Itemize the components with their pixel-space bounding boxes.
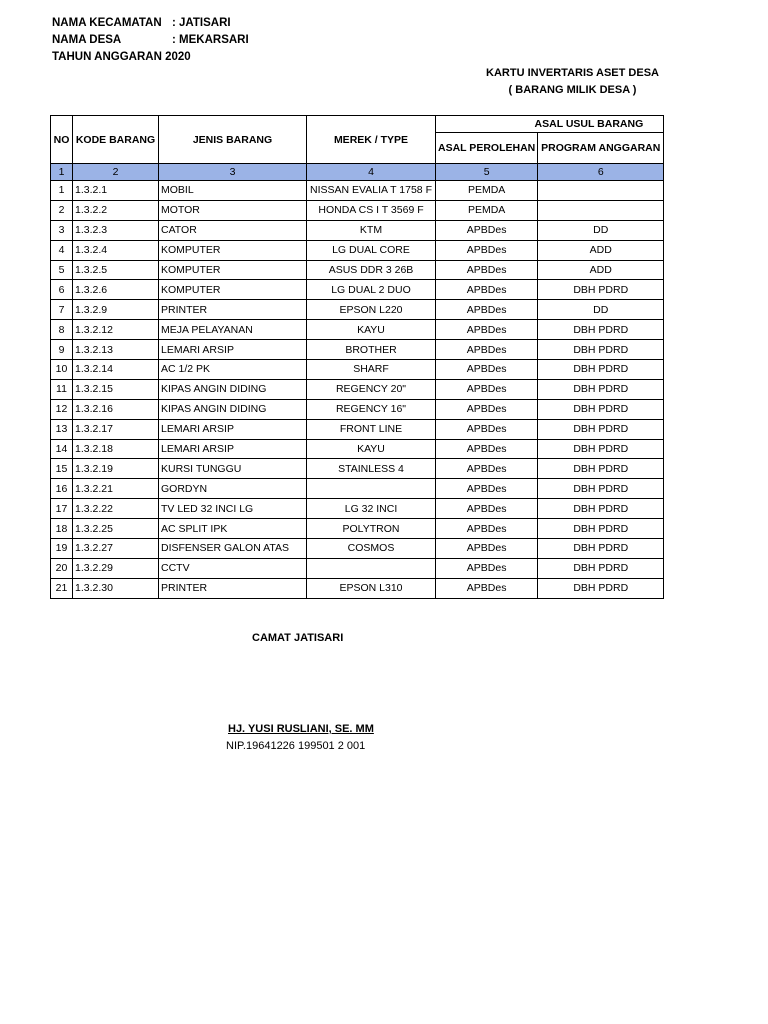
cell-jenis: PRINTER	[159, 578, 307, 598]
cell-program	[538, 200, 664, 220]
cell-no: 14	[51, 439, 73, 459]
cell-program: DBH PDRD	[538, 558, 664, 578]
cell-merek: REGENCY 16"	[307, 399, 436, 419]
cell-kode: 1.3.2.15	[73, 379, 159, 399]
cell-program: DBH PDRD	[538, 419, 664, 439]
cell-merek: SHARF	[307, 360, 436, 380]
cell-program: DBH PDRD	[538, 280, 664, 300]
cell-kode: 1.3.2.29	[73, 558, 159, 578]
document-title: KARTU INVERTARIS ASET DESA	[486, 67, 659, 79]
cell-program: DBH PDRD	[538, 519, 664, 539]
cell-merek	[307, 558, 436, 578]
table-row	[51, 399, 664, 419]
table-row	[51, 200, 664, 220]
cell-merek: EPSON L310	[307, 578, 436, 598]
kecamatan-label: NAMA KECAMATAN	[52, 17, 162, 29]
table-body	[51, 181, 664, 599]
desa-value: : MEKARSARI	[172, 34, 249, 46]
cell-no: 17	[51, 499, 73, 519]
cell-no: 4	[51, 240, 73, 260]
cell-asal: APBDes	[436, 459, 538, 479]
cell-kode: 1.3.2.16	[73, 399, 159, 419]
table-row	[51, 479, 664, 499]
cell-asal: APBDes	[436, 260, 538, 280]
col-header-asal-usul: ASAL USUL BARANG	[436, 116, 664, 133]
col-header-merek: MEREK / TYPE	[307, 116, 436, 164]
cell-merek: STAINLESS 4	[307, 459, 436, 479]
col-header-kode: KODE BARANG	[73, 116, 159, 164]
cell-jenis: MOBIL	[159, 181, 307, 201]
table-row	[51, 240, 664, 260]
cell-jenis: AC 1/2 PK	[159, 360, 307, 380]
table-row	[51, 320, 664, 340]
cell-merek: ASUS DDR 3 26B	[307, 260, 436, 280]
cell-asal: APBDes	[436, 360, 538, 380]
index-cell: 2	[73, 164, 159, 181]
cell-merek: KTM	[307, 220, 436, 240]
table-row	[51, 379, 664, 399]
table-header-row	[51, 116, 664, 133]
cell-merek: FRONT LINE	[307, 419, 436, 439]
cell-program: DD	[538, 220, 664, 240]
table-row	[51, 439, 664, 459]
cell-asal: APBDes	[436, 320, 538, 340]
cell-jenis: TV LED 32 INCI LG	[159, 499, 307, 519]
cell-merek: REGENCY 20"	[307, 379, 436, 399]
cell-no: 19	[51, 539, 73, 559]
cell-jenis: KURSI TUNGGU	[159, 459, 307, 479]
table-row	[51, 499, 664, 519]
signature-role: CAMAT JATISARI	[252, 632, 344, 644]
cell-no: 7	[51, 300, 73, 320]
cell-asal: APBDes	[436, 558, 538, 578]
cell-merek: KAYU	[307, 320, 436, 340]
cell-no: 10	[51, 360, 73, 380]
document-subtitle: ( BARANG MILIK DESA )	[508, 84, 637, 96]
cell-merek: COSMOS	[307, 539, 436, 559]
cell-program: ADD	[538, 260, 664, 280]
table-row	[51, 419, 664, 439]
cell-jenis: CCTV	[159, 558, 307, 578]
cell-asal: APBDes	[436, 539, 538, 559]
cell-jenis: GORDYN	[159, 479, 307, 499]
desa-label: NAMA DESA	[52, 34, 122, 46]
cell-asal: APBDes	[436, 399, 538, 419]
cell-merek: KAYU	[307, 439, 436, 459]
header-tahun: TAHUN ANGGARAN 2020	[52, 51, 191, 63]
cell-program: DBH PDRD	[538, 479, 664, 499]
cell-jenis: MEJA PELAYANAN	[159, 320, 307, 340]
col-header-asal-perolehan: ASAL PEROLEHAN	[436, 133, 538, 164]
cell-asal: PEMDA	[436, 181, 538, 201]
index-cell: 5	[436, 164, 538, 181]
inventory-table	[50, 115, 664, 599]
cell-jenis: CATOR	[159, 220, 307, 240]
table-row	[51, 300, 664, 320]
cell-no: 1	[51, 181, 73, 201]
cell-no: 16	[51, 479, 73, 499]
index-cell: 1	[51, 164, 73, 181]
cell-program: DD	[538, 300, 664, 320]
table-row	[51, 578, 664, 598]
cell-program: DBH PDRD	[538, 578, 664, 598]
cell-jenis: KOMPUTER	[159, 240, 307, 260]
cell-no: 13	[51, 419, 73, 439]
cell-jenis: DISFENSER GALON ATAS	[159, 539, 307, 559]
cell-kode: 1.3.2.2	[73, 200, 159, 220]
table-row	[51, 280, 664, 300]
cell-merek: NISSAN EVALIA T 1758 F	[307, 181, 436, 201]
table-row	[51, 519, 664, 539]
cell-kode: 1.3.2.25	[73, 519, 159, 539]
table-row	[51, 360, 664, 380]
cell-program: DBH PDRD	[538, 399, 664, 419]
cell-program: DBH PDRD	[538, 360, 664, 380]
table-row	[51, 558, 664, 578]
cell-asal: APBDes	[436, 379, 538, 399]
cell-no: 5	[51, 260, 73, 280]
cell-jenis: KIPAS ANGIN DIDING	[159, 399, 307, 419]
cell-kode: 1.3.2.6	[73, 280, 159, 300]
cell-asal: APBDes	[436, 220, 538, 240]
table-row	[51, 459, 664, 479]
cell-kode: 1.3.2.5	[73, 260, 159, 280]
cell-kode: 1.3.2.13	[73, 340, 159, 360]
cell-asal: APBDes	[436, 519, 538, 539]
table-row	[51, 340, 664, 360]
cell-asal: APBDes	[436, 280, 538, 300]
cell-kode: 1.3.2.14	[73, 360, 159, 380]
index-cell: 6	[538, 164, 664, 181]
cell-no: 6	[51, 280, 73, 300]
cell-merek: BROTHER	[307, 340, 436, 360]
cell-kode: 1.3.2.19	[73, 459, 159, 479]
cell-asal: APBDes	[436, 340, 538, 360]
cell-asal: APBDes	[436, 479, 538, 499]
cell-no: 20	[51, 558, 73, 578]
cell-asal: APBDes	[436, 240, 538, 260]
cell-jenis: PRINTER	[159, 300, 307, 320]
cell-kode: 1.3.2.17	[73, 419, 159, 439]
cell-program: DBH PDRD	[538, 439, 664, 459]
col-header-program: PROGRAM ANGGARAN	[538, 133, 664, 164]
cell-program	[538, 181, 664, 201]
cell-merek: HONDA CS I T 3569 F	[307, 200, 436, 220]
cell-jenis: KIPAS ANGIN DIDING	[159, 379, 307, 399]
cell-no: 9	[51, 340, 73, 360]
cell-no: 15	[51, 459, 73, 479]
cell-asal: APBDes	[436, 578, 538, 598]
cell-program: ADD	[538, 240, 664, 260]
cell-program: DBH PDRD	[538, 499, 664, 519]
cell-asal: APBDes	[436, 439, 538, 459]
cell-jenis: MOTOR	[159, 200, 307, 220]
cell-asal: APBDes	[436, 300, 538, 320]
header-desa	[52, 32, 249, 49]
header-kecamatan	[52, 15, 231, 32]
cell-no: 21	[51, 578, 73, 598]
cell-program: DBH PDRD	[538, 320, 664, 340]
cell-no: 18	[51, 519, 73, 539]
signature-nip: NIP.19641226 199501 2 001	[226, 740, 366, 752]
cell-merek: LG DUAL 2 DUO	[307, 280, 436, 300]
cell-no: 12	[51, 399, 73, 419]
index-cell: 4	[307, 164, 436, 181]
cell-asal: APBDes	[436, 419, 538, 439]
cell-no: 2	[51, 200, 73, 220]
table-row	[51, 220, 664, 240]
cell-jenis: AC SPLIT IPK	[159, 519, 307, 539]
cell-kode: 1.3.2.4	[73, 240, 159, 260]
cell-asal: APBDes	[436, 499, 538, 519]
cell-kode: 1.3.2.21	[73, 479, 159, 499]
cell-asal: PEMDA	[436, 200, 538, 220]
index-cell: 3	[159, 164, 307, 181]
signature-name: HJ. YUSI RUSLIANI, SE. MM	[228, 723, 374, 735]
cell-jenis: LEMARI ARSIP	[159, 340, 307, 360]
cell-kode: 1.3.2.27	[73, 539, 159, 559]
kecamatan-value: : JATISARI	[172, 17, 231, 29]
table-index-row	[51, 164, 664, 181]
cell-program: DBH PDRD	[538, 459, 664, 479]
cell-merek: LG 32 INCI	[307, 499, 436, 519]
cell-program: DBH PDRD	[538, 340, 664, 360]
cell-jenis: LEMARI ARSIP	[159, 419, 307, 439]
cell-program: DBH PDRD	[538, 379, 664, 399]
table-row	[51, 539, 664, 559]
cell-jenis: LEMARI ARSIP	[159, 439, 307, 459]
col-header-no: NO	[51, 116, 73, 164]
table-row	[51, 181, 664, 201]
cell-merek: LG DUAL CORE	[307, 240, 436, 260]
cell-kode: 1.3.2.22	[73, 499, 159, 519]
cell-merek: EPSON L220	[307, 300, 436, 320]
cell-no: 11	[51, 379, 73, 399]
cell-kode: 1.3.2.12	[73, 320, 159, 340]
cell-kode: 1.3.2.3	[73, 220, 159, 240]
cell-kode: 1.3.2.1	[73, 181, 159, 201]
cell-merek	[307, 479, 436, 499]
col-header-jenis: JENIS BARANG	[159, 116, 307, 164]
cell-no: 8	[51, 320, 73, 340]
cell-kode: 1.3.2.9	[73, 300, 159, 320]
cell-jenis: KOMPUTER	[159, 280, 307, 300]
cell-no: 3	[51, 220, 73, 240]
cell-merek: POLYTRON	[307, 519, 436, 539]
cell-program: DBH PDRD	[538, 539, 664, 559]
cell-jenis: KOMPUTER	[159, 260, 307, 280]
table-row	[51, 260, 664, 280]
cell-kode: 1.3.2.30	[73, 578, 159, 598]
cell-kode: 1.3.2.18	[73, 439, 159, 459]
